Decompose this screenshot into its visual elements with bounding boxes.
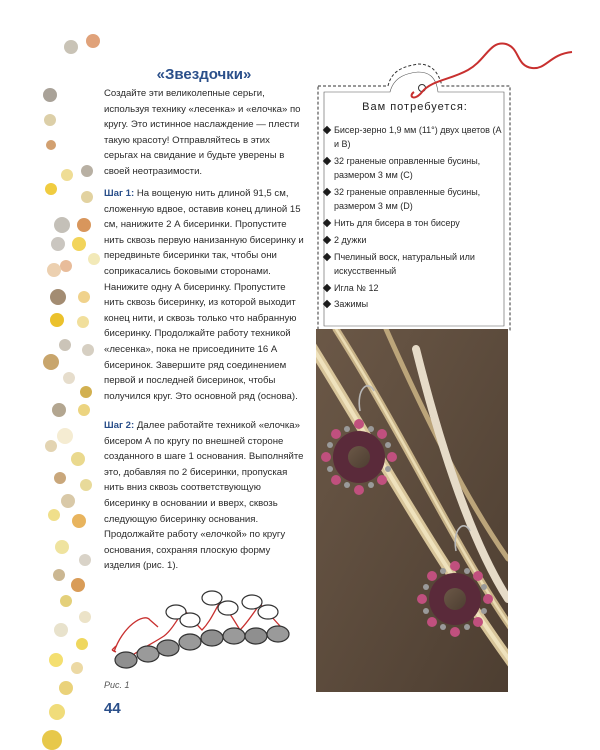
bead-diagram [92,572,302,680]
step2-paragraph [104,418,306,574]
list-item: Бисер-зерно 1,9 мм (11°) двух цветов (А и В) [322,123,508,151]
list-item: 32 граненые оправленные бусины, размером 3 мм (D) [322,185,508,213]
page-number: 44 [104,700,121,717]
list-item: 32 граненые оправленные бусины, размером 3 мм (С) [322,154,508,182]
materials-title: Вам потребуется: [362,101,468,113]
step2-text: Далее работайте техникой «елочка» бисером А по кругу по внешней стороне созданного в шаге 1 основания. Выполняйте это, добавляя по 2 бисеринки, пропуская нить вниз сквозь соответствующую бисеринку в основании и вверх, сквозь следующую бисеринку основания. Продолжайте работу «елочкой» по кругу основания, сохраняя плоскую форму изделия (рис. 1). [104,420,304,572]
materials-list [322,123,508,314]
list-item: Нить для бисера в тон бисеру [322,216,508,230]
figure-caption: Рис. 1 [104,680,130,690]
list-item: Зажимы [322,297,508,311]
step1-paragraph [104,186,306,404]
earrings-photo [316,329,508,692]
list-item: Пчелиный воск, натуральный или искусственный [322,250,508,278]
list-item: 2 дужки [322,233,508,247]
step1-text: На вощеную нить длиной 91,5 см, сложенную вдвое, оставив конец длиной 15 см, нанижите 2 А бисеринки. Пропустите нить сквозь первую нанизанную бисеринку и передвиньте бисеринки так, чтобы они соприкасались боковыми сторонами. Нанижите одну А бисеринку. Пропустите нить сквозь бисеринку, из которой выходит конец нити, и сквозь только что набранную бисеринку. Продолжайте работу техникой «лесенка», пока не присоедините 16 А бисеринок. Завершите ряд соединением первой и последней бисеринок, чтобы получился круг. Это основной ряд (основа). [104,188,304,402]
intro-paragraph: Создайте эти великолепные серьги, используя технику «лесенка» и «елочка» по кругу. Это истинное наслаждение — плести такую красоту! Отправляйтесь в этих серьгах на свидание и будьте уверены в своей неотразимости. [104,88,301,177]
list-item: Игла № 12 [322,281,508,295]
step2-label: Шаг 2: [104,420,135,431]
step1-label: Шаг 1: [104,188,135,199]
article-title: «Звездочки» [156,66,252,83]
